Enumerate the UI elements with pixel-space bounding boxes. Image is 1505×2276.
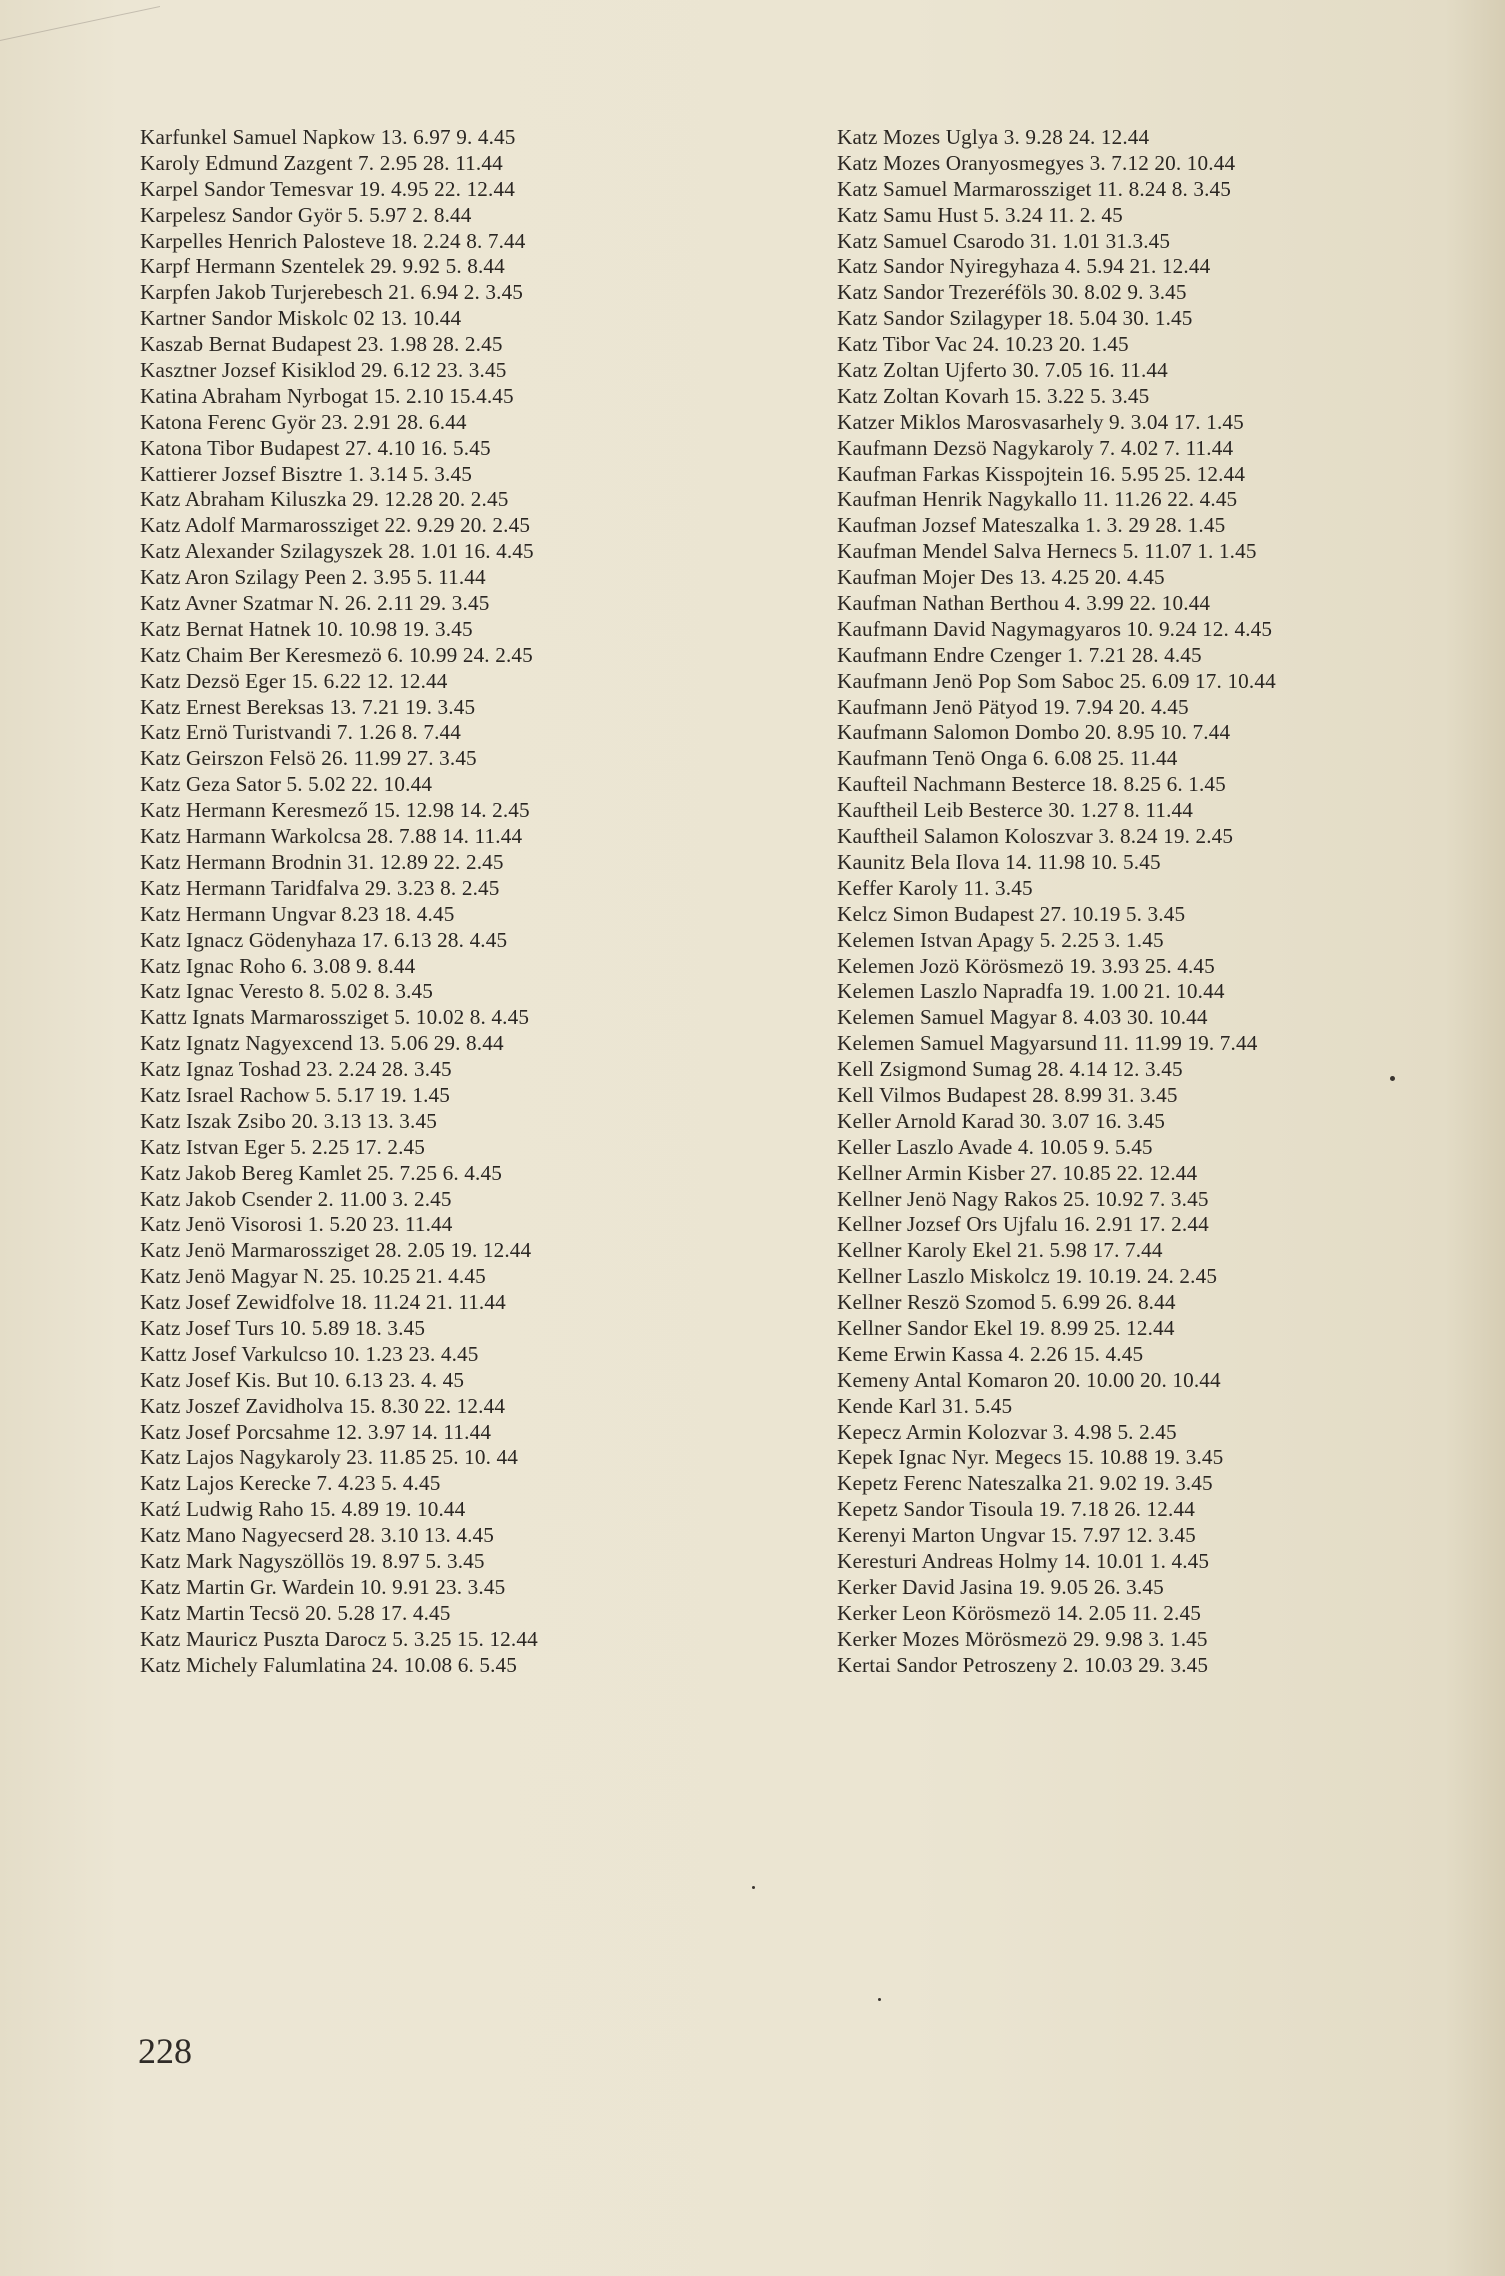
list-item: Kattz Josef Varkulcso 10. 1.23 23. 4.45 bbox=[140, 1341, 479, 1366]
list-item: Katz Iszak Zsibo 20. 3.13 13. 3.45 bbox=[140, 1108, 437, 1133]
list-item: Katz Mauricz Puszta Darocz 5. 3.25 15. 12.44 bbox=[140, 1626, 538, 1651]
list-item: Kaszab Bernat Budapest 23. 1.98 28. 2.45 bbox=[140, 332, 503, 357]
list-item: Kemeny Antal Komaron 20. 10.00 20. 10.44 bbox=[837, 1367, 1221, 1392]
page-corner-fold bbox=[0, 0, 160, 41]
list-item: Kaufmann Jenö Pop Som Saboc 25. 6.09 17. 10.44 bbox=[837, 668, 1276, 693]
list-item: Katz Samu Hust 5. 3.24 11. 2. 45 bbox=[837, 202, 1123, 227]
list-item: Kelemen Istvan Apagy 5. 2.25 3. 1.45 bbox=[837, 927, 1164, 952]
list-item: Katz Joszef Zavidholva 15. 8.30 22. 12.44 bbox=[140, 1393, 506, 1418]
list-item: Katz Sandor Nyiregyhaza 4. 5.94 21. 12.44 bbox=[837, 254, 1211, 279]
list-item: Kaufteil Nachmann Besterce 18. 8.25 6. 1.45 bbox=[837, 772, 1226, 797]
list-item: Keffer Karoly 11. 3.45 bbox=[837, 875, 1033, 900]
list-item: Katz Ernest Bereksas 13. 7.21 19. 3.45 bbox=[140, 694, 476, 719]
list-item: Katz Sandor Szilagyper 18. 5.04 30. 1.45 bbox=[837, 306, 1193, 331]
list-item: Kaufman Mendel Salva Hernecs 5. 11.07 1. 1.45 bbox=[837, 539, 1257, 564]
list-item: Katz Bernat Hatnek 10. 10.98 19. 3.45 bbox=[140, 616, 473, 641]
list-item: Katona Ferenc Györ 23. 2.91 28. 6.44 bbox=[140, 409, 467, 434]
list-item: Katz Mozes Uglya 3. 9.28 24. 12.44 bbox=[837, 125, 1150, 149]
list-item: Kaufmann Salomon Dombo 20. 8.95 10. 7.44 bbox=[837, 720, 1231, 745]
list-item: Katz Jakob Bereg Kamlet 25. 7.25 6. 4.45 bbox=[140, 1160, 502, 1185]
list-item: Katz Ignaz Toshad 23. 2.24 28. 3.45 bbox=[140, 1057, 452, 1082]
list-item: Karfunkel Samuel Napkow 13. 6.97 9. 4.45 bbox=[140, 125, 516, 149]
list-item: Katz Tibor Vac 24. 10.23 20. 1.45 bbox=[837, 332, 1129, 357]
list-item: Kelemen Samuel Magyarsund 11. 11.99 19. 7.44 bbox=[837, 1031, 1258, 1056]
list-item: Katz Jenö Visorosi 1. 5.20 23. 11.44 bbox=[140, 1212, 453, 1237]
list-item: Katz Geirszon Felsö 26. 11.99 27. 3.45 bbox=[140, 746, 477, 771]
list-item: Katz Josef Kis. But 10. 6.13 23. 4. 45 bbox=[140, 1367, 465, 1392]
list-item: Katz Ignacz Gödenyhaza 17. 6.13 28. 4.45 bbox=[140, 927, 508, 952]
list-item: Katz Josef Turs 10. 5.89 18. 3.45 bbox=[140, 1315, 426, 1340]
list-item: Katz Lajos Kerecke 7. 4.23 5. 4.45 bbox=[140, 1471, 441, 1496]
list-item: Kellner Reszö Szomod 5. 6.99 26. 8.44 bbox=[837, 1290, 1176, 1315]
list-item: Kasztner Jozsef Kisiklod 29. 6.12 23. 3.45 bbox=[140, 358, 507, 383]
list-item: Kende Karl 31. 5.45 bbox=[837, 1393, 1013, 1418]
list-item: Kerenyi Marton Ungvar 15. 7.97 12. 3.45 bbox=[837, 1523, 1196, 1548]
list-item: Kellner Jenö Nagy Rakos 25. 10.92 7. 3.45 bbox=[837, 1186, 1209, 1211]
list-item: Kaufmann Dezsö Nagykaroly 7. 4.02 7. 11.44 bbox=[837, 435, 1234, 460]
list-item: Kaufmann Jenö Pätyod 19. 7.94 20. 4.45 bbox=[837, 694, 1189, 719]
list-item: Katz Hermann Ungvar 8.23 18. 4.45 bbox=[140, 901, 455, 926]
list-item: Katina Abraham Nyrbogat 15. 2.10 15.4.45 bbox=[140, 383, 514, 408]
list-item: Katz Ignac Veresto 8. 5.02 8. 3.45 bbox=[140, 979, 434, 1004]
list-item: Kaufman Mojer Des 13. 4.25 20. 4.45 bbox=[837, 565, 1165, 590]
ink-speck bbox=[1390, 1076, 1395, 1081]
list-item: Kartner Sandor Miskolc 02 13. 10.44 bbox=[140, 306, 462, 331]
page-number: 228 bbox=[138, 2031, 192, 2071]
list-item: Kerker Mozes Mörösmezö 29. 9.98 3. 1.45 bbox=[837, 1626, 1208, 1651]
list-item: Katz Mozes Oranyosmegyes 3. 7.12 20. 10.44 bbox=[837, 150, 1236, 175]
list-item: Kelemen Samuel Magyar 8. 4.03 30. 10.44 bbox=[837, 1005, 1208, 1030]
list-item: Katz Abraham Kiluszka 29. 12.28 20. 2.45 bbox=[140, 487, 509, 512]
list-item: Katz Adolf Marmarossziget 22. 9.29 20. 2.45 bbox=[140, 513, 531, 538]
list-item: Katz Hermann Keresmező 15. 12.98 14. 2.45 bbox=[140, 798, 530, 823]
list-item: Kell Vilmos Budapest 28. 8.99 31. 3.45 bbox=[837, 1082, 1178, 1107]
left-column bbox=[140, 125, 800, 1678]
list-item: Kelcz Simon Budapest 27. 10.19 5. 3.45 bbox=[837, 901, 1186, 926]
list-item: Kaufmann Endre Czenger 1. 7.21 28. 4.45 bbox=[837, 642, 1202, 667]
list-item: Kepek Ignac Nyr. Megecs 15. 10.88 19. 3.45 bbox=[837, 1445, 1224, 1470]
list-item: Katz Geza Sator 5. 5.02 22. 10.44 bbox=[140, 772, 433, 797]
list-item: Kellner Armin Kisber 27. 10.85 22. 12.44 bbox=[837, 1160, 1198, 1185]
list-item: Katz Hermann Taridfalva 29. 3.23 8. 2.45 bbox=[140, 875, 500, 900]
list-item: Katz Zoltan Ujferto 30. 7.05 16. 11.44 bbox=[837, 358, 1168, 383]
list-item: Katz Chaim Ber Keresmezö 6. 10.99 24. 2.45 bbox=[140, 642, 533, 667]
list-item: Karpelesz Sandor Györ 5. 5.97 2. 8.44 bbox=[140, 202, 472, 227]
list-item: Kauftheil Salamon Koloszvar 3. 8.24 19. 2.45 bbox=[837, 824, 1234, 849]
list-item: Karpfen Jakob Turjerebesch 21. 6.94 2. 3.45 bbox=[140, 280, 524, 305]
list-item: Katz Ignac Roho 6. 3.08 9. 8.44 bbox=[140, 953, 416, 978]
right-column bbox=[837, 125, 1477, 1678]
list-item: Katz Jenö Magyar N. 25. 10.25 21. 4.45 bbox=[140, 1264, 486, 1289]
list-item: Keller Laszlo Avade 4. 10.05 9. 5.45 bbox=[837, 1134, 1153, 1159]
list-item: Kaufman Jozsef Mateszalka 1. 3. 29 28. 1.45 bbox=[837, 513, 1226, 538]
ink-speck bbox=[878, 1998, 881, 2001]
list-item: Kerker Leon Körösmezö 14. 2.05 11. 2.45 bbox=[837, 1600, 1201, 1625]
list-item: Katz Samuel Csarodo 31. 1.01 31.3.45 bbox=[837, 228, 1171, 253]
list-item: Kerker David Jasina 19. 9.05 26. 3.45 bbox=[837, 1574, 1164, 1599]
list-item: Katz Mark Nagyszöllös 19. 8.97 5. 3.45 bbox=[140, 1548, 485, 1573]
list-item: Kellner Sandor Ekel 19. 8.99 25. 12.44 bbox=[837, 1315, 1175, 1340]
list-item: Kauftheil Leib Besterce 30. 1.27 8. 11.44 bbox=[837, 798, 1194, 823]
list-item: Katz Martin Gr. Wardein 10. 9.91 23. 3.45 bbox=[140, 1574, 506, 1599]
list-item: Keresturi Andreas Holmy 14. 10.01 1. 4.45 bbox=[837, 1548, 1210, 1573]
list-item: Keme Erwin Kassa 4. 2.26 15. 4.45 bbox=[837, 1341, 1144, 1366]
list-item: Katz Alexander Szilagyszek 28. 1.01 16. 4.45 bbox=[140, 539, 534, 564]
list-item: Kaunitz Bela Ilova 14. 11.98 10. 5.45 bbox=[837, 849, 1161, 874]
list-item: Kertai Sandor Petroszeny 2. 10.03 29. 3.45 bbox=[837, 1652, 1209, 1677]
list-item: Katz Dezsö Eger 15. 6.22 12. 12.44 bbox=[140, 668, 448, 693]
list-item: Kattz Ignats Marmarossziget 5. 10.02 8. 4.45 bbox=[140, 1005, 530, 1030]
list-item: Kell Zsigmond Sumag 28. 4.14 12. 3.45 bbox=[837, 1057, 1183, 1082]
list-item: Katz Michely Falumlatina 24. 10.08 6. 5.45 bbox=[140, 1652, 518, 1677]
list-item: Kaufmann David Nagymagyaros 10. 9.24 12. 4.45 bbox=[837, 616, 1273, 641]
list-item: Katz Lajos Nagykaroly 23. 11.85 25. 10. 44 bbox=[140, 1445, 518, 1470]
list-item: Karoly Edmund Zazgent 7. 2.95 28. 11.44 bbox=[140, 150, 503, 175]
list-item: Katz Ernö Turistvandi 7. 1.26 8. 7.44 bbox=[140, 720, 462, 745]
list-item: Katz Josef Porcsahme 12. 3.97 14. 11.44 bbox=[140, 1419, 492, 1444]
list-item: Kelemen Laszlo Napradfa 19. 1.00 21. 10.44 bbox=[837, 979, 1225, 1004]
list-item: Kaufmann Tenö Onga 6. 6.08 25. 11.44 bbox=[837, 746, 1178, 771]
list-item: Kaufman Henrik Nagykallo 11. 11.26 22. 4.45 bbox=[837, 487, 1238, 512]
list-item: Katz Martin Tecsö 20. 5.28 17. 4.45 bbox=[140, 1600, 451, 1625]
list-item: Katz Josef Zewidfolve 18. 11.24 21. 11.44 bbox=[140, 1290, 506, 1315]
list-item: Katz Aron Szilagy Peen 2. 3.95 5. 11.44 bbox=[140, 565, 486, 590]
list-item: Katz Zoltan Kovarh 15. 3.22 5. 3.45 bbox=[837, 383, 1150, 408]
list-item: Keller Arnold Karad 30. 3.07 16. 3.45 bbox=[837, 1108, 1166, 1133]
list-item: Kellner Karoly Ekel 21. 5.98 17. 7.44 bbox=[837, 1238, 1163, 1263]
list-item: Kelemen Jozö Körösmezö 19. 3.93 25. 4.45 bbox=[837, 953, 1215, 978]
list-item: Katzer Miklos Marosvasarhely 9. 3.04 17. 1.45 bbox=[837, 409, 1244, 434]
list-item: Katz Hermann Brodnin 31. 12.89 22. 2.45 bbox=[140, 849, 504, 874]
list-item: Katz Israel Rachow 5. 5.17 19. 1.45 bbox=[140, 1082, 451, 1107]
list-item: Kellner Laszlo Miskolcz 19. 10.19. 24. 2.45 bbox=[837, 1264, 1218, 1289]
list-item: Kellner Jozsef Ors Ujfalu 16. 2.91 17. 2.44 bbox=[837, 1212, 1209, 1237]
list-item: Kepetz Sandor Tisoula 19. 7.18 26. 12.44 bbox=[837, 1497, 1195, 1522]
list-item: Karpf Hermann Szentelek 29. 9.92 5. 8.44 bbox=[140, 254, 505, 279]
list-item: Katz Samuel Marmarossziget 11. 8.24 8. 3.45 bbox=[837, 176, 1232, 201]
list-item: Katz Jakob Csender 2. 11.00 3. 2.45 bbox=[140, 1186, 452, 1211]
list-item: Katz Harmann Warkolcsa 28. 7.88 14. 11.44 bbox=[140, 824, 523, 849]
list-item: Katz Mano Nagyecserd 28. 3.10 13. 4.45 bbox=[140, 1523, 495, 1548]
list-item: Karpelles Henrich Palosteve 18. 2.24 8. 7.44 bbox=[140, 228, 526, 253]
list-item: Kepetz Ferenc Nateszalka 21. 9.02 19. 3.45 bbox=[837, 1471, 1213, 1496]
list-item: Kepecz Armin Kolozvar 3. 4.98 5. 2.45 bbox=[837, 1419, 1177, 1444]
list-item: Katz Sandor Trezeréföls 30. 8.02 9. 3.45 bbox=[837, 280, 1187, 305]
list-item: Kaufman Nathan Berthou 4. 3.99 22. 10.44 bbox=[837, 591, 1211, 616]
list-item: Kaufman Farkas Kisspojtein 16. 5.95 25. 12.44 bbox=[837, 461, 1246, 486]
list-item: Katz Istvan Eger 5. 2.25 17. 2.45 bbox=[140, 1134, 426, 1159]
list-item: Kattierer Jozsef Bisztre 1. 3.14 5. 3.45 bbox=[140, 461, 472, 486]
list-item: Katz Jenö Marmarossziget 28. 2.05 19. 12.44 bbox=[140, 1238, 532, 1263]
list-item: Katz Avner Szatmar N. 26. 2.11 29. 3.45 bbox=[140, 591, 490, 616]
ink-speck bbox=[752, 1886, 755, 1889]
list-item: Karpel Sandor Temesvar 19. 4.95 22. 12.44 bbox=[140, 176, 515, 201]
list-item: Katona Tibor Budapest 27. 4.10 16. 5.45 bbox=[140, 435, 491, 460]
list-item: Katź Ludwig Raho 15. 4.89 19. 10.44 bbox=[140, 1497, 466, 1522]
list-item: Katz Ignatz Nagyexcend 13. 5.06 29. 8.44 bbox=[140, 1031, 504, 1056]
